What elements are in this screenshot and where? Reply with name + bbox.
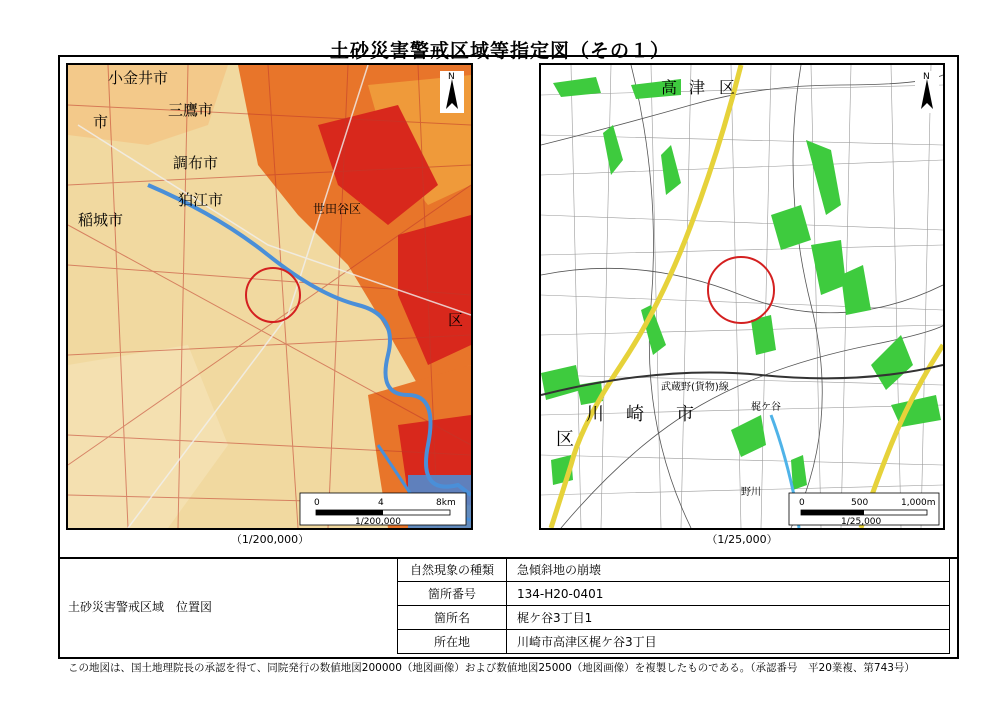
detail-map [539, 63, 945, 530]
place-label: 狛江市 [178, 191, 224, 209]
place-label: 市 [93, 113, 109, 131]
overview-map [66, 63, 473, 530]
detail-scale-caption: （1/25,000） [706, 533, 778, 546]
scale-tick: 0 [314, 498, 320, 508]
detail-map-canvas [541, 65, 943, 528]
row-key: 自然現象の種類 [398, 558, 507, 582]
scale-bar [789, 493, 939, 527]
place-label: 世田谷区 [313, 202, 362, 216]
scale-bar [300, 493, 466, 527]
place-label: 小金井市 [108, 69, 169, 87]
row-key: 箇所名 [398, 606, 507, 630]
place-label: 武蔵野(貨物)線 [661, 382, 729, 393]
table-row [398, 582, 950, 606]
scale-tick: 0 [799, 498, 805, 508]
north-arrow-icon [915, 71, 939, 113]
scale-tick: 500 [851, 498, 869, 508]
overview-map-canvas [68, 65, 471, 528]
info-block-title: 土砂災害警戒区域 位置図 [68, 600, 213, 614]
table-row [398, 606, 950, 630]
scale-tick: 8km [436, 498, 456, 508]
place-label: 市 [676, 404, 694, 425]
north-label: N [923, 72, 930, 82]
place-label: 崎 [626, 404, 644, 425]
row-key: 所在地 [398, 630, 507, 654]
place-label: 三鷹市 [168, 101, 214, 119]
north-label: N [448, 72, 455, 82]
place-label: 梶ケ谷 [751, 402, 781, 413]
place-label: 高 [661, 78, 678, 97]
scale-ratio: 1/200,000 [355, 517, 401, 527]
place-label: 川 [586, 404, 604, 425]
row-value: 梶ケ谷3丁目1 [507, 606, 950, 630]
scale-ratio: 1/25,000 [841, 517, 882, 527]
place-label: 調布市 [173, 154, 219, 172]
row-key: 箇所番号 [398, 582, 507, 606]
row-value: 川崎市高津区梶ケ谷3丁目 [507, 630, 950, 654]
row-value: 急傾斜地の崩壊 [507, 558, 950, 582]
table-row [398, 558, 950, 582]
place-label: 区 [448, 311, 464, 329]
place-label: 野川 [741, 487, 761, 498]
place-label: 稲城市 [78, 211, 124, 229]
scale-tick: 1,000m [901, 498, 936, 508]
north-arrow-icon [440, 71, 464, 113]
table-row [398, 630, 950, 654]
place-label: 津 [689, 78, 706, 97]
place-label: 区 [556, 429, 574, 450]
row-value: 134-H20-0401 [507, 582, 950, 606]
page-title: 土砂災害警戒区域等指定図（その１） [329, 40, 670, 62]
copyright-footer: この地図は、国土地理院長の承認を得て、同院発行の数値地図200000（地図画像）および数値地図25000（地図画像）を複製したものである。（承認番号 平20業複、第743号） [68, 662, 915, 674]
info-table [397, 557, 950, 654]
place-label: 区 [719, 78, 736, 97]
scale-tick: 4 [378, 498, 384, 508]
overview-scale-caption: （1/200,000） [230, 533, 310, 546]
